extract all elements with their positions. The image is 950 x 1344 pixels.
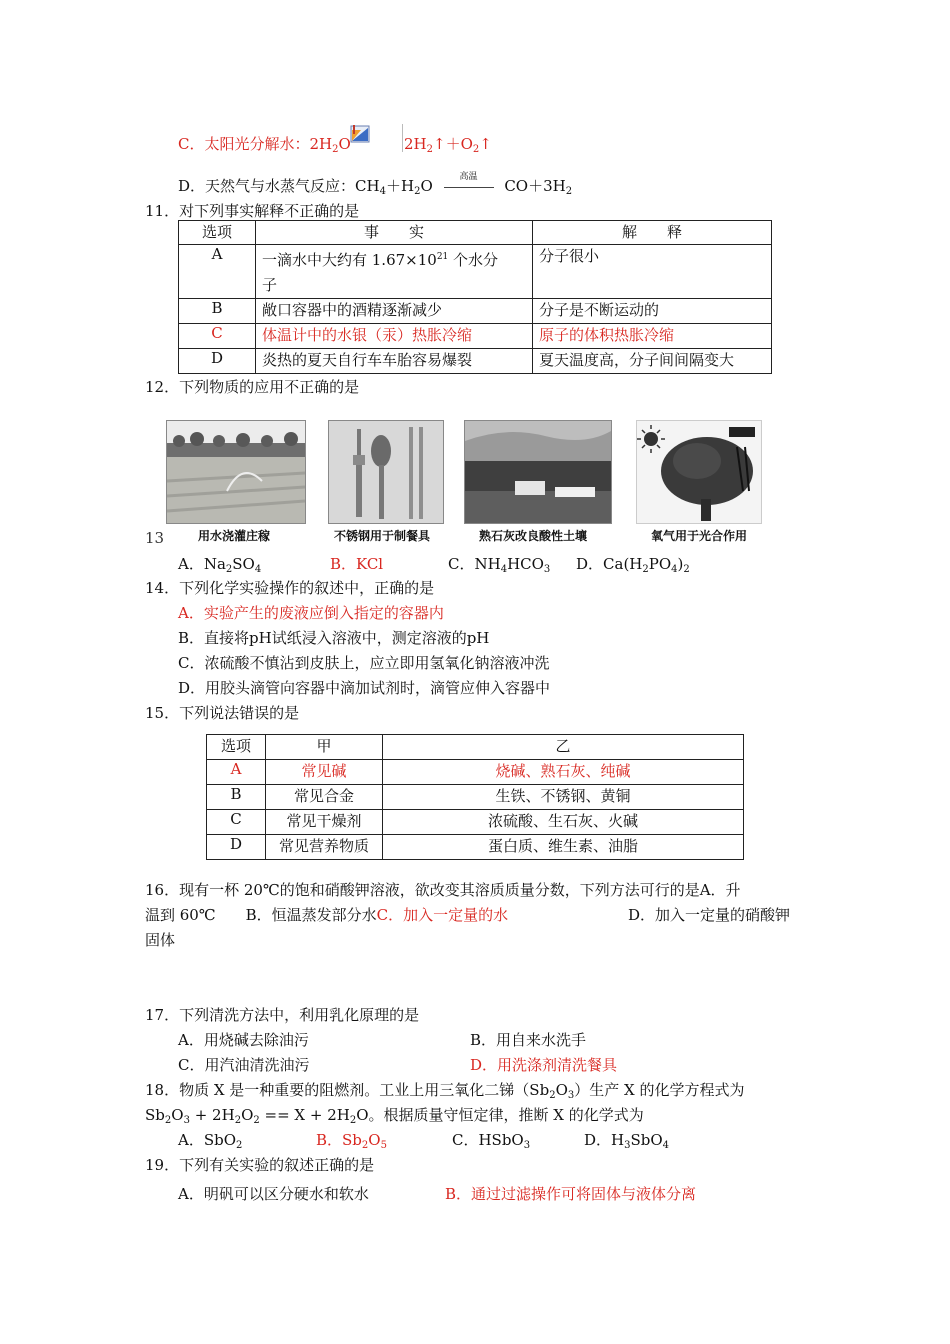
table-row: D 炎热的夏天自行车车胎容易爆裂 夏天温度高，分子间间隔变大 (179, 349, 772, 374)
table-row: C 常见干燥剂 浓硫酸、生石灰、火碱 (207, 810, 744, 835)
field-lime-image (465, 421, 611, 523)
q15-stem: 15．下列说法错误的是 (145, 704, 300, 722)
q14-option-a: A．实验产生的废液应倒入指定的容器内 (178, 604, 444, 622)
q17-stem: 17．下列清洗方法中，利用乳化原理的是 (145, 1006, 420, 1024)
caption-cutlery: 不锈钢用于制餐具 (334, 529, 431, 543)
q18-line1: 18．物质 X 是一种重要的阻燃剂。工业上用三氧化二锑$(Sb_2O_3)$生产 X 的化学方程式为 (145, 1081, 745, 1101)
lime-soil-photo (464, 420, 612, 524)
q16-line3: 固体 (145, 931, 176, 949)
q18-option-d: D．$H_3SbO_4$ (584, 1131, 670, 1151)
q16-line2: 温到 60℃ B．恒温蒸发部分水C．加入一定量的水 (145, 906, 509, 924)
q14-stem: 14．下列化学实验操作的叙述中，正确的是 (145, 579, 435, 597)
table-row-answer: C 体温计中的水银（汞）热胀冷缩 原子的体积热胀冷缩 (179, 324, 772, 349)
q13-option-d: D．$Ca(H_2PO_4)_2$ (576, 555, 690, 575)
q14-option-b: B．直接将pH试纸浸入溶液中，测定溶液的pH (178, 629, 490, 647)
caption-irrigation: 用水浇灌庄稼 (198, 529, 271, 543)
q17-option-b: B．用自来水洗手 (470, 1031, 587, 1049)
crop-field-image (167, 421, 305, 523)
photosynthesis-diagram (636, 420, 762, 524)
reaction-condition: 高温 (442, 177, 496, 195)
q19-option-b: B．通过过滤操作可将固体与液体分离 (445, 1185, 697, 1203)
table-row: B 常见合金 生铁、不锈钢、黄铜 (207, 785, 744, 810)
q16-option-c: C．加入一定量的水 (376, 906, 509, 924)
q10-option-c: C．太阳光分解水：$2H_2O$ (178, 135, 351, 155)
q19-stem: 19．下列有关实验的叙述正确的是 (145, 1156, 375, 1174)
tree-sun-image (637, 421, 761, 523)
q17-option-d: D．用洗涤剂清洗餐具 (470, 1056, 618, 1074)
q17-option-c: C．用汽油清洗油污 (178, 1056, 310, 1074)
table-row: B 敞口容器中的酒精逐渐减少 分子是不断运动的 (179, 299, 772, 324)
q17-option-a: A．用烧碱去除油污 (178, 1031, 309, 1049)
table-row-answer: A 常见碱 烧碱、熟石灰、纯碱 (207, 760, 744, 785)
table-row: D 常见营养物质 蛋白质、维生素、油脂 (207, 835, 744, 860)
table-row: A 一滴水中大约有 $1.67\times 10^{21}$ 个水分 子 分子很小 (179, 245, 772, 299)
cutlery-image (329, 421, 443, 523)
reaction-bar (402, 124, 403, 152)
q13-option-b: B．KCl (330, 555, 384, 573)
caption-photosynthesis: 氧气用于光合作用 (651, 529, 748, 543)
q13-option-c: C．$NH_4HCO_3$ (448, 555, 551, 575)
q18-option-a: A．SbO$_2$ (178, 1131, 243, 1151)
q18-option-b: B．$Sb_2O_5$ (316, 1131, 387, 1151)
q13-option-a: A．$Na_2SO_4$ (178, 555, 262, 575)
q10-c-products: $2H_2↑+O_2↑$ (404, 135, 492, 155)
table-header-row: 选项 甲 乙 (207, 735, 744, 760)
q14-option-d: D．用胶头滴管向容器中滴加试剂时，滴管应伸入容器中 (178, 679, 551, 697)
q14-option-c: C．浓硫酸不慎沾到皮肤上，应立即用氢氧化钠溶液冲洗 (178, 654, 550, 672)
q18-equation: $Sb_2O_3 + 2H_2O_2 == X + 2H_2O$。根据质量守恒定律，推断 X 的化学式为 (145, 1106, 644, 1126)
q11-stem: 11．对下列事实解释不正确的是 (145, 202, 360, 220)
q13-number: 13 (145, 529, 165, 547)
cutlery-photo (328, 420, 444, 524)
q15-table (206, 734, 744, 860)
q10-option-d: D．天然气与水蒸气反应：$CH_4+H_2O$ 高温 $CO+3H_2$ (178, 172, 573, 197)
q11-table (178, 220, 772, 374)
q16-option-d: D．加入一定量的硝酸钾 (628, 906, 791, 924)
q18-option-c: C．HSbO$_3$ (452, 1131, 531, 1151)
q16-line1: 16．现有一杯 20℃的饱和硝酸钾溶液，欲改变其溶质质量分数，下列方法可行的是A．升 (145, 881, 741, 899)
table-header-row: 选项 事 实 解 释 (179, 221, 772, 245)
caption-lime: 熟石灰改良酸性土壤 (479, 529, 588, 543)
q19-option-a: A．明矾可以区分硬水和软水 (178, 1185, 369, 1203)
irrigation-photo (166, 420, 306, 524)
q10-c-label: C．太阳光分解水： (178, 135, 310, 153)
q12-stem: 12．下列物质的应用不正确的是 (145, 378, 360, 396)
sunlight-icon (349, 122, 373, 144)
